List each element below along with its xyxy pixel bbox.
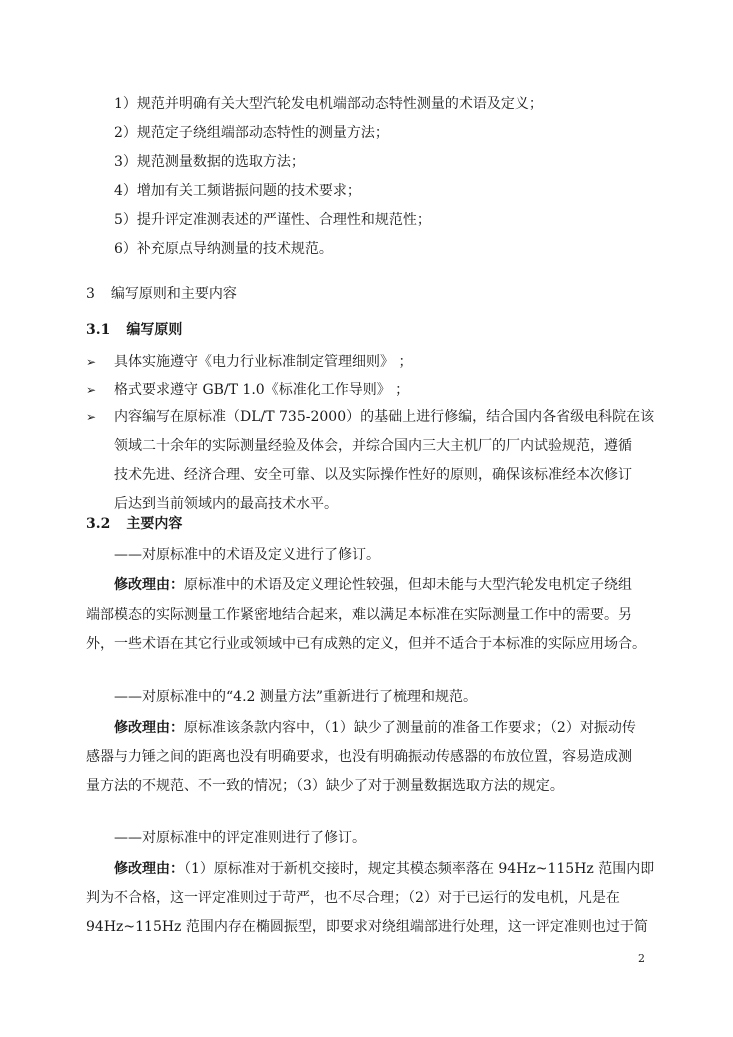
paragraph-line: 外，一些术语在其它行业或领域中已有成熟的定义，但并不适合于本标准的实际应用场合。 <box>86 636 646 652</box>
subsection-number: 3.1 <box>86 322 111 338</box>
list-item: 1）规范并明确有关大型汽轮发电机端部动态特性测量的术语及定义； <box>114 96 543 112</box>
list-item: 4）增加有关工频谐振问题的技术要求； <box>114 183 361 199</box>
bullet-text: 领域二十余年的实际测量经验及体会，并综合国内三大主机厂的厂内试验规范，遵循 <box>114 438 632 454</box>
section-number: 3 <box>86 286 95 302</box>
section-title: 编写原则和主要内容 <box>110 286 237 302</box>
bullet-arrow-icon: ➢ <box>86 410 97 424</box>
reason-text: 原标准该条款内容中，（1）缺少了测量前的准备工作要求；（2）对振动传 <box>184 720 636 736</box>
bullet-text: 格式要求遵守 GB/T 1.0《标准化工作导则》 ； <box>114 382 410 398</box>
subsection-heading <box>86 514 182 534</box>
section-heading <box>86 284 237 304</box>
list-item: 6）补充原点导纳测量的技术规范。 <box>114 241 333 257</box>
bullet-arrow-icon: ➢ <box>86 355 97 369</box>
paragraph-line: 94Hz~115Hz 范围内存在椭圆振型，即要求对绕组端部进行处理，这一评定准则也过于简 <box>86 919 648 935</box>
page-number: 2 <box>638 952 645 965</box>
revision-item-heading: ——对原标准中的“4.2 测量方法”重新进行了梳理和规范。 <box>114 689 478 705</box>
subsection-title: 主要内容 <box>126 516 183 532</box>
list-item: 2）规范定子绕组端部动态特性的测量方法； <box>114 125 389 141</box>
list-item: 3）规范测量数据的选取方法； <box>114 154 305 170</box>
bullet-text: 后达到当前领域内的最高技术水平。 <box>114 496 338 512</box>
paragraph-line: 端部模态的实际测量工作紧密地结合起来，难以满足本标准在实际测量工作中的需要。另 <box>86 607 632 623</box>
bullet-text: 内容编写在原标准（DL/T 735-2000）的基础上进行修编，结合国内各省级电科院在该 <box>114 409 655 425</box>
bullet-text: 具体实施遵守《电力行业标准制定管理细则》 ； <box>114 354 413 370</box>
bullet-arrow-icon: ➢ <box>86 383 97 397</box>
revision-item-heading: ——对原标准中的评定准则进行了修订。 <box>114 830 366 846</box>
reason-label: 修改理由： <box>114 577 184 593</box>
paragraph-line: 感器与力锤之间的距离也没有明确要求，也没有明确振动传感器的布放位置，容易造成测 <box>86 749 632 765</box>
subsection-title: 编写原则 <box>126 322 183 338</box>
reason-label: 修改理由： <box>114 861 184 877</box>
reason-label: 修改理由： <box>114 720 184 736</box>
bullet-text: 技术先进、经济合理、安全可靠、以及实际操作性好的原则，确保该标准经本次修订 <box>114 467 632 483</box>
revision-reason-line <box>114 859 654 879</box>
revision-item-heading: ——对原标准中的术语及定义进行了修订。 <box>114 547 380 563</box>
paragraph-line: 判为不合格，这一评定准则过于苛严，也不尽合理；（2）对于已运行的发电机，凡是在 <box>86 890 620 906</box>
revision-reason-line <box>114 575 632 595</box>
paragraph-line: 量方法的不规范、不一致的情况；（3）缺少了对于测量数据选取方法的规定。 <box>86 778 564 794</box>
subsection-heading <box>86 320 182 340</box>
list-item: 5）提升评定准测表述的严谨性、合理性和规范性； <box>114 212 431 228</box>
reason-text: （1）原标准对于新机交接时，规定其模态频率落在 94Hz~115Hz 范围内即 <box>184 861 655 877</box>
revision-reason-line <box>114 718 636 738</box>
subsection-number: 3.2 <box>86 516 111 532</box>
reason-text: 原标准中的术语及定义理论性较强，但却未能与大型汽轮发电机定子绕组 <box>184 577 632 593</box>
